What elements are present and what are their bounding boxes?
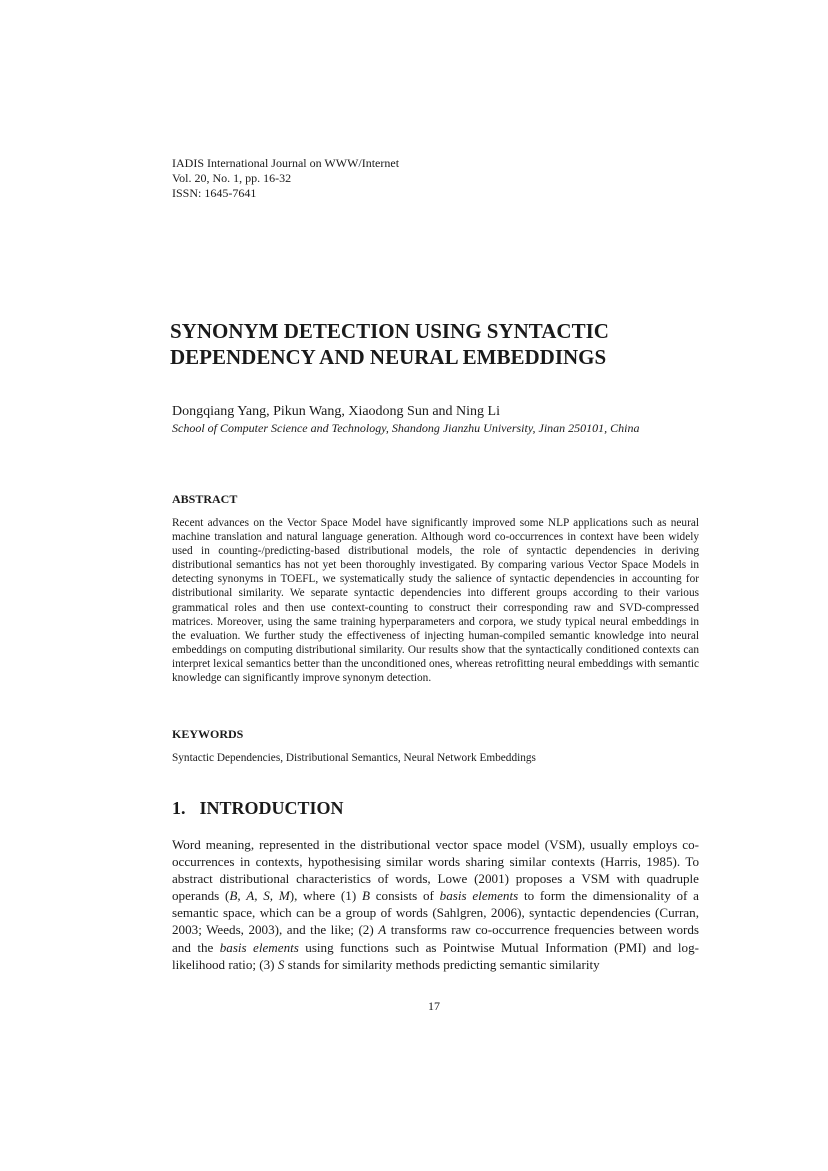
intro-text-segment: Word meaning, represented in the distributional vector space model (VSM), usually employs co-occurrences in contexts, hypothesising similar words sharing similar contexts (Harris, 1985). To abstract distributional characteristics of words, Lowe (2001) proposes a VSM with quadruple operands (: [172, 837, 699, 904]
intro-italic-b: B: [361, 888, 370, 904]
introduction-title: INTRODUCTION: [199, 798, 344, 818]
journal-name: IADIS International Journal on WWW/Internet: [172, 156, 400, 170]
intro-text-segment: ), where (1): [289, 888, 362, 904]
author-affiliation: School of Computer Science and Technology, Shandong Jianzhu University, Jinan 250101, China: [172, 421, 640, 435]
intro-italic-operands: B, A, S, M: [229, 888, 290, 904]
introduction-heading: [172, 797, 344, 819]
keywords-heading: KEYWORDS: [172, 727, 244, 741]
intro-italic-basis-elements: basis elements: [219, 939, 299, 955]
paper-title-line-2: DEPENDENCY AND NEURAL EMBEDDINGS: [170, 345, 607, 369]
introduction-number: 1.: [172, 798, 186, 818]
journal-header: [172, 156, 399, 201]
abstract-text: Recent advances on the Vector Space Model have significantly improved some NLP applications such as neural machine translation and natural language generation. Although word co-occurrences in context have been widely used in counting-/predicting-based distributional models, the role of syntactic dependencies in deriving distributional semantics has not yet been thoroughly investigated. By comparing various Vector Space Models in detecting synonyms in TOEFL, we systematically study the salience of syntactic dependencies in accounting for distributional similarity. We separate syntactic dependencies into different groups according to their various grammatical roles and then use context-counting to construct their corresponding raw and SVD-compressed matrices. Moreover, using the same training hyperparameters and corpora, we study typical neural embeddings in the evaluation. We further study the effectiveness of injecting human-compiled semantic knowledge into neural embeddings on computing distributional similarity. Our results show that the syntactically conditioned contexts can interpret lexical semantics better than the unconditioned ones, whereas retrofitting neural embeddings with semantic knowledge can significantly improve synonym detection.: [172, 517, 699, 685]
author-list: Dongqiang Yang, Pikun Wang, Xiaodong Sun and Ning Li: [172, 404, 501, 419]
journal-volume: Vol. 20, No. 1, pp. 16-32: [172, 171, 292, 185]
paper-title: [170, 318, 690, 370]
intro-text-segment: stands for similarity methods predicting semantic similarity: [284, 956, 600, 972]
intro-text-segment: transforms raw co-occurrence frequencies between words and the: [172, 922, 699, 955]
introduction-paragraph: [172, 836, 699, 973]
intro-text-segment: consists of: [369, 888, 440, 904]
journal-issn: ISSN: 1645-7641: [172, 186, 257, 200]
abstract-heading: ABSTRACT: [172, 492, 238, 506]
intro-italic-basis-elements: basis elements: [439, 888, 519, 904]
page-number: 17: [428, 999, 440, 1013]
keywords-text: Syntactic Dependencies, Distributional Semantics, Neural Network Embeddings: [172, 752, 536, 764]
intro-italic-s: S: [277, 956, 285, 972]
intro-text-segment: using functions such as Pointwise Mutual Information (PMI) and log-likelihood ratio; (3): [172, 939, 699, 972]
paper-title-line-1: SYNONYM DETECTION USING SYNTACTIC: [170, 319, 609, 343]
intro-italic-a: A: [378, 922, 387, 938]
intro-text-segment: to form the dimensionality of a semantic space, which can be a group of words (Sahlgren, 2006), syntactic dependencies (Curran, 2003; Weeds, 2003), and the like; (2): [172, 888, 699, 938]
